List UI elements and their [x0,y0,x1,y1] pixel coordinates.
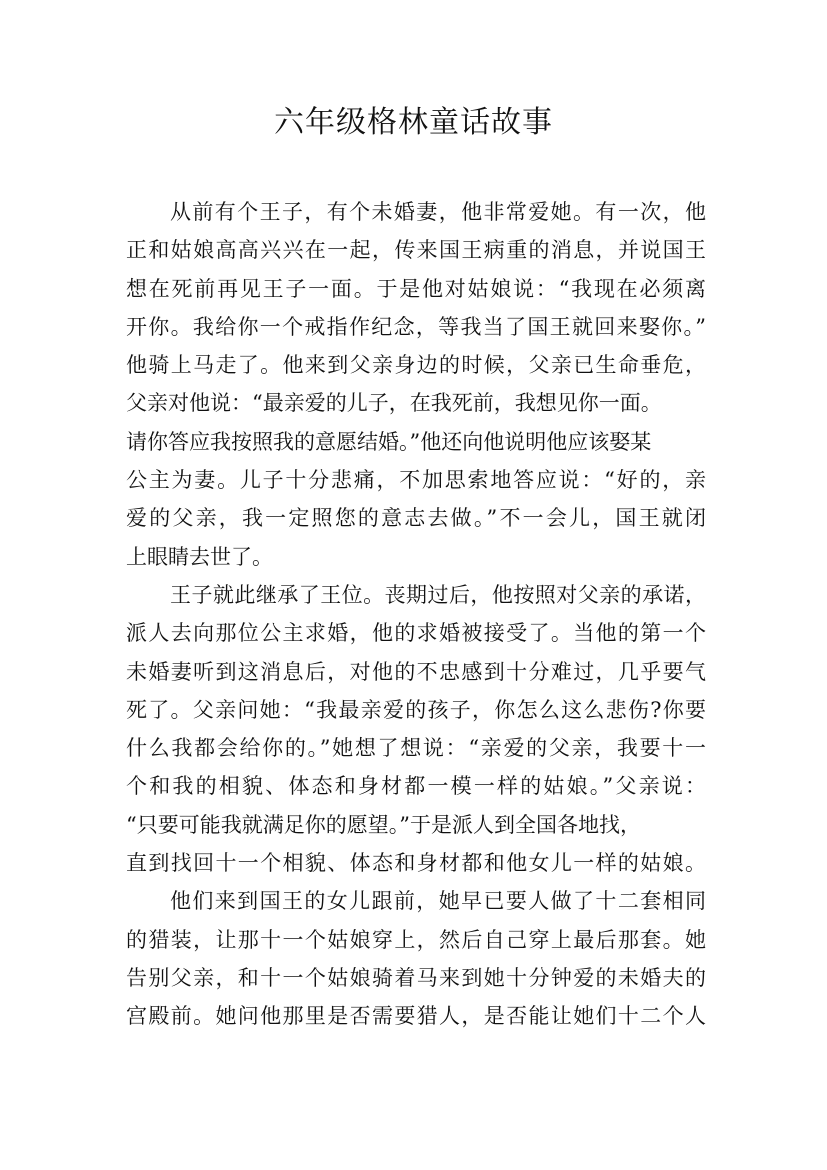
paragraph-2 [126,576,706,882]
text-line: 的猎装，让那十一个姑娘穿上，然后自己穿上最后那套。她 [126,927,706,952]
text-line: 从前有个王子，有个未婚妻，他非常爱她。有一次，他 [170,200,706,224]
text-line: 死了。父亲问她：“我最亲爱的孩子，你怎么这么悲伤?你要 [126,697,706,722]
text-line: 想在死前再见王子一面。于是他对姑娘说：“我现在必须离 [126,276,706,301]
text-line: 他骑上马走了。他来到父亲身边的时候，父亲已生命垂危， [126,353,706,378]
text-line: 公主为妻。儿子十分悲痛，不加思索地答应说：“好的，亲 [126,468,706,493]
text-line: 什么我都会给你的。”她想了想说：“亲爱的父亲，我要十一 [126,736,706,761]
text-line: 他们来到国王的女儿跟前，她早已要人做了十二套相同 [170,889,706,914]
text-line: 未婚妻听到这消息后，对他的不忠感到十分难过，几乎要气 [126,659,706,684]
text-line: “只要可能我就满足你的愿望。”于是派人到全国各地找， [126,812,641,837]
text-line: 上眼睛去世了。 [126,544,273,569]
text-line: 个和我的相貌、体态和身材都一模一样的姑娘。”父亲说： [126,774,706,799]
text-line: 宫殿前。她问他那里是否需要猎人，是否能让她们十二个人 [126,1004,706,1029]
text-line: 王子就此继承了王位。丧期过后，他按照对父亲的承诺， [170,582,706,607]
text-line: 爱的父亲，我一定照您的意志去做。”不一会儿，国王就闭 [126,506,706,531]
text-line: 派人去向那位公主求婚，他的求婚被接受了。当他的第一个 [126,621,706,646]
paragraph-3 [126,882,706,1035]
text-line: 告别父亲，和十一个姑娘骑着马来到她十分钟爱的未婚夫的 [126,965,706,990]
text-line: 直到找回十一个相貌、体态和身材都和他女儿一样的姑娘。 [126,851,706,876]
text-line: 开你。我给你一个戒指作纪念，等我当了国王就回来娶你。” [126,314,706,339]
document-body [126,193,706,1036]
text-line: 正和姑娘高高兴兴在一起，传来国王病重的消息，并说国王 [126,238,706,263]
document-title: 六年级格林童话故事 [274,105,553,140]
text-line: 父亲对他说：“最亲爱的儿子，在我死前，我想见你一面。 [126,391,662,416]
paragraph-1 [126,193,706,576]
text-line: 请你答应我按照我的意愿结婚。”他还向他说明他应该娶某 [126,429,652,454]
